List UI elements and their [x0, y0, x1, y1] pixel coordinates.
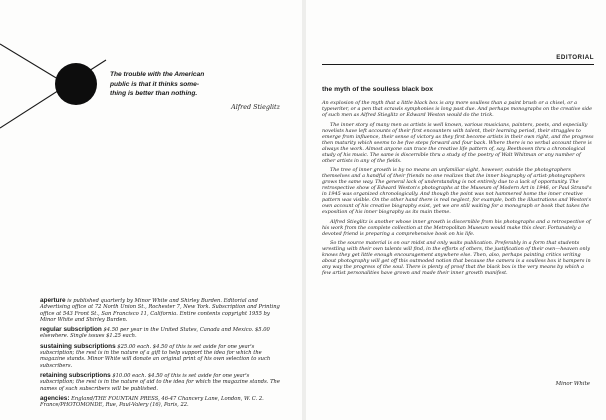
pull-quote [110, 70, 280, 99]
masthead-agencies [40, 396, 280, 409]
black-disc [55, 63, 97, 105]
article-headline: the myth of the soulless black box [322, 86, 434, 93]
masthead-agencies-text: England/THE FOUNTAIN PRESS, 46-47 Chancery Lane, London, W. C. 2. France/PHOTOMONDE, Rue, Paul-Valery (16), Paris, 22. [40, 395, 264, 409]
quote-line-3: thing is better than nothing. [110, 90, 198, 98]
masthead-regular [40, 327, 280, 340]
masthead-retaining [40, 373, 280, 392]
article-paragraph-2: The inner story of many men as artists is well known, various musicians, painters, poets, and especially novelists have left accounts of their first encounters with talent, their learning period, their struggles to emerge from influence, their sense of victory as they first become artists in their own right, and the progress then maturity which seems to be five steps forward and four back. Where there is no verbal account there is always the work. Almost anyone can trace the creative life pattern of, say, Beethoven thru a chronological study of his music. The same is discernible thru a study of the poetry of Walt Whitman or any number of other artists in any of the fields. [322, 121, 594, 164]
article-paragraph-3: The tree of inner growth is by no means an unfamiliar sight, however, outside the photographers themselves and a handful of their friends no one realizes that the inner biography of artist-photographers grows the same way. The general lack of understanding is not entirely due to a lack of opportunity. The retrospective show of Edward Weston's photographs at the Museum of Modern Art in 1946, or Paul Strand's in 1945 was organized chronologically. And though the point was not hammered home the inner creative pattern was visible. On the other hand there is real neglect, for example, both the illustrations and Weston's own account of his creative biography exist, yet we are still waiting for a monograph or book that takes the exposition of his inner biography as its main theme. [322, 167, 592, 215]
article-paragraph-1: An explosion of the myth that a little black box is any more soulless than a paint brush or a chisel, or a typewriter, or a pen that scrawls symphonies is long past due. And perhaps monographs on the creative side of such men as Alfred Stieglitz or Edward Weston would do the trick. [322, 100, 592, 118]
masthead-retaining-lead: retaining subscriptions [40, 371, 111, 379]
author-signature: Minor White [555, 381, 590, 387]
left-page [0, 0, 302, 420]
masthead-aperture-text: is published quarterly by Minor White and Shirley Burden. Editorial and Advertising office at 72 North Union St., Rochester 7, New York. Subscription and Printing office at 543 Front St., San Francisco 11, California. Entire contents copyright 1955 by Minor White and Shirley Burden. [40, 298, 280, 323]
masthead-sustaining-text: $25.00 each. $4.50 of this is set aside for one year's subscription; the rest is in the nature of a gift to help support the idea for which the magazine stands. Minor White will donate an original print of his own selection to such subscribers. [40, 343, 271, 369]
masthead-regular-text: $4.50 per year in the United States, Canada and Mexico. $5.00 elsewhere. Single issues $1.25 each. [40, 327, 270, 340]
article-body [322, 100, 594, 280]
masthead-agencies-lead: agencies: [40, 394, 70, 402]
article-paragraph-4: Alfred Stieglitz is another whose inner growth is discernible from his photographs and a retrospective of his work from the complete collection at the Metropolitan Museum would make this clear. Fortunately a devoted friend is preparing a comprehensive book on his life. [322, 218, 591, 237]
masthead-retaining-text: $10.00 each. $4.50 of this is set aside for one year's subscription; the rest is in the nature of aid to the idea for which the magazine stands. The names of such subscribers will be published. [40, 372, 280, 392]
quote-line-2: public is that it thinks some- [110, 80, 200, 88]
section-label: EDITORIAL [556, 54, 594, 61]
masthead-aperture [40, 298, 280, 323]
masthead-sustaining-lead: sustaining subscriptions [40, 342, 116, 350]
article-paragraph-5: So the source material is on our midst and only waits publication. Preferably in a form that students wrestling with their own talents will find, in the efforts of others, the justification of their own—heaven only knows they get little enough encouragement anywhere else. Then, also, perhaps painting critics writing about photography will get off this outmoded notion that because the camera is a soulless box it hampers in any way the progress of the soul. There is plenty of proof that the black box is the very means by which a few artist personalities have grown and made their inner growth manifest. [322, 240, 591, 276]
section-rule [322, 64, 594, 65]
masthead-block [40, 298, 280, 412]
quote-line-1: The trouble with the American [110, 71, 205, 78]
masthead-sustaining [40, 344, 280, 369]
masthead-aperture-lead: aperture [40, 297, 66, 304]
masthead-regular-lead: regular subscription [40, 326, 102, 334]
quote-attribution: Alfred Stieglitz [231, 103, 280, 111]
